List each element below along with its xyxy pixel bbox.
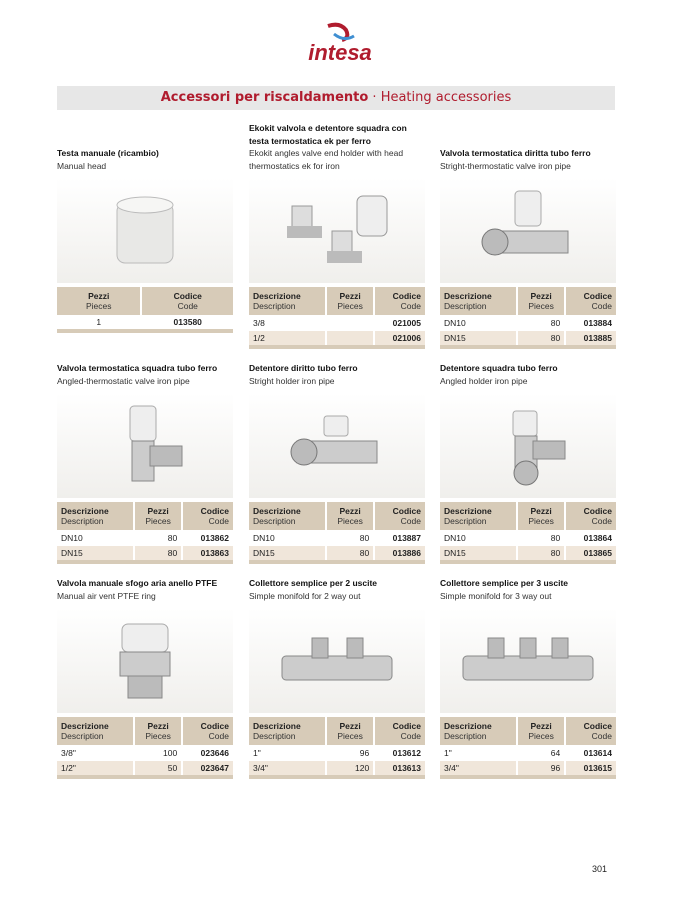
table-row xyxy=(440,546,616,562)
cell-code: 013862 xyxy=(182,530,233,546)
cell-pieces: 96 xyxy=(326,745,374,761)
cell-description: DN15 xyxy=(57,546,134,562)
cell-pieces: 80 xyxy=(517,546,565,562)
col-header-code: Codice Code xyxy=(565,287,616,315)
cell-pieces: 100 xyxy=(134,745,182,761)
cell-code: 013864 xyxy=(565,530,616,546)
cell-pieces: 64 xyxy=(517,745,565,761)
product-titles xyxy=(440,362,616,387)
col-header-code: Codice Code xyxy=(374,287,425,315)
table-row xyxy=(249,530,425,546)
title-separator: · xyxy=(368,90,381,105)
col-header-description: Descrizione Description xyxy=(440,287,517,315)
table-row xyxy=(249,761,425,777)
brand-name: intesa xyxy=(308,40,372,65)
cell-description: 3/8" xyxy=(61,748,76,758)
cell-description: DN10 xyxy=(253,533,275,543)
cell-description: 3/4" xyxy=(249,761,326,777)
cell-pieces: 80 xyxy=(326,546,374,562)
col-header-description: Descrizione Description xyxy=(249,717,326,745)
col-header-pieces: Pezzi Pieces xyxy=(517,502,565,530)
cell-code: 013613 xyxy=(374,761,425,777)
product-title-italian: Valvola termostatica squadra tubo ferro xyxy=(57,363,218,373)
table-row xyxy=(57,745,233,761)
cell-code: 013614 xyxy=(565,745,616,761)
product-table xyxy=(57,502,233,564)
product-title-english: Manual air vent PTFE ring xyxy=(57,590,156,601)
cell-description: DN15 xyxy=(440,331,517,347)
product-titles xyxy=(249,122,425,172)
table-row xyxy=(249,331,425,347)
product-image xyxy=(249,178,425,283)
cell-code: 013887 xyxy=(374,530,425,546)
product-title-english: Ekokit angles valve end holder with head thermostatics ek for iron xyxy=(249,148,404,171)
table-row xyxy=(249,315,425,331)
col-header-code: Codice Code xyxy=(182,502,233,530)
cell-code: 013886 xyxy=(374,546,425,562)
col-header-pieces: Pezzi Pieces xyxy=(134,502,182,530)
page-title xyxy=(57,86,615,110)
product-image xyxy=(57,178,233,283)
page-number: 301 xyxy=(592,864,608,874)
cell-description: DN15 xyxy=(440,546,517,562)
product-title-english: Stright-thermostatic valve iron pipe xyxy=(440,160,571,171)
product-table xyxy=(57,287,233,333)
product-title-english: Manual head xyxy=(57,160,107,171)
cell-pieces: 80 xyxy=(134,530,182,546)
product-title-english: Angled-thermostatic valve iron pipe xyxy=(57,375,190,386)
col-header-code: Codice Code xyxy=(374,717,425,745)
cell-code: 013865 xyxy=(565,546,616,562)
col-header-pieces: Pezzi Pieces xyxy=(326,502,374,530)
cell-code: 013612 xyxy=(374,745,425,761)
cell-description: 3/8 xyxy=(253,318,265,328)
table-row xyxy=(57,315,233,331)
product-titles xyxy=(57,362,233,387)
product-title-italian: Detentore diritto tubo ferro xyxy=(249,363,358,373)
cell-description: 1" xyxy=(444,748,452,758)
product-titles xyxy=(440,147,616,172)
table-row xyxy=(440,745,616,761)
col-header-description: Descrizione Description xyxy=(249,287,326,315)
cell-code: 013580 xyxy=(141,315,233,331)
cell-description: DN15 xyxy=(249,546,326,562)
cell-code: 013615 xyxy=(565,761,616,777)
cell-description: DN10 xyxy=(444,318,466,328)
cell-code: 013863 xyxy=(182,546,233,562)
table-row xyxy=(440,315,616,331)
product-table xyxy=(249,287,425,349)
product-image xyxy=(249,608,425,713)
col-header-pieces: Pezzi Pieces xyxy=(517,717,565,745)
cell-code: 023646 xyxy=(182,745,233,761)
col-header-code: Codice Code xyxy=(182,717,233,745)
product-titles xyxy=(57,577,233,602)
product-titles xyxy=(57,147,233,172)
col-header-description: Descrizione Description xyxy=(57,502,134,530)
table-row xyxy=(57,546,233,562)
product-title-english: Stright holder iron pipe xyxy=(249,375,335,386)
col-header-pieces: Pezzi Pieces xyxy=(134,717,182,745)
title-english: Heating accessories xyxy=(380,90,512,105)
product-title-italian: Detentore squadra tubo ferro xyxy=(440,363,558,373)
cell-pieces: 1 xyxy=(57,315,141,331)
col-header-pieces: Pezzi Pieces xyxy=(57,287,141,315)
product-table xyxy=(57,717,233,779)
cell-description: DN10 xyxy=(61,533,83,543)
product-title-italian: Valvola manuale sfogo aria anello PTFE xyxy=(57,578,218,588)
cell-code: 021006 xyxy=(374,331,425,347)
product-image xyxy=(440,608,616,713)
col-header-code: Codice Code xyxy=(565,717,616,745)
product-image xyxy=(57,393,233,498)
product-titles xyxy=(249,577,425,602)
product-titles xyxy=(440,577,616,602)
cell-pieces: 80 xyxy=(326,530,374,546)
product-table xyxy=(440,502,616,564)
cell-pieces: 80 xyxy=(134,546,182,562)
col-header-description: Descrizione Description xyxy=(57,717,134,745)
title-italian: Accessori per riscaldamento xyxy=(160,90,369,105)
cell-code: 023647 xyxy=(182,761,233,777)
col-header-description: Descrizione Description xyxy=(440,502,517,530)
product-title-italian: Valvola termostatica diritta tubo ferro xyxy=(440,148,591,158)
col-header-pieces: Pezzi Pieces xyxy=(326,287,374,315)
product-title-english: Simple monifold for 3 way out xyxy=(440,590,552,601)
cell-pieces: 80 xyxy=(517,331,565,347)
table-row xyxy=(57,530,233,546)
cell-code: 013884 xyxy=(565,315,616,331)
cell-pieces: 80 xyxy=(517,315,565,331)
product-title-italian: Collettore semplice per 2 uscite xyxy=(249,578,378,588)
product-title-english: Angled holder iron pipe xyxy=(440,375,528,386)
table-row xyxy=(440,530,616,546)
product-table xyxy=(249,502,425,564)
col-header-pieces: Pezzi Pieces xyxy=(326,717,374,745)
product-title-italian: Testa manuale (ricambio) xyxy=(57,148,159,158)
cell-description: 1" xyxy=(253,748,261,758)
table-row xyxy=(249,546,425,562)
product-image xyxy=(440,178,616,283)
table-row xyxy=(57,761,233,777)
cell-pieces: 80 xyxy=(517,530,565,546)
col-header-code: Codice Code xyxy=(374,502,425,530)
cell-pieces: 120 xyxy=(326,761,374,777)
product-table xyxy=(249,717,425,779)
cell-description: 1/2 xyxy=(249,331,326,347)
product-image xyxy=(440,393,616,498)
product-title-italian: Ekokit valvola e detentore squadra con testa termostatica ek per ferro xyxy=(249,123,407,146)
table-row xyxy=(440,761,616,777)
product-table xyxy=(440,287,616,349)
cell-pieces xyxy=(326,315,374,331)
product-title-italian: Collettore semplice per 3 uscite xyxy=(440,578,569,588)
product-image xyxy=(249,393,425,498)
product-image xyxy=(57,608,233,713)
col-header-description: Descrizione Description xyxy=(249,502,326,530)
cell-description: 1/2" xyxy=(57,761,134,777)
product-title-english: Simple monifold for 2 way out xyxy=(249,590,361,601)
col-header-description: Descrizione Description xyxy=(440,717,517,745)
cell-code: 021005 xyxy=(374,315,425,331)
cell-code: 013885 xyxy=(565,331,616,347)
product-titles xyxy=(249,362,425,387)
col-header-pieces: Pezzi Pieces xyxy=(517,287,565,315)
cell-pieces: 50 xyxy=(134,761,182,777)
col-header-code: Codice Code xyxy=(565,502,616,530)
cell-pieces: 96 xyxy=(517,761,565,777)
cell-description: DN10 xyxy=(444,533,466,543)
cell-description: 3/4" xyxy=(440,761,517,777)
col-header-code: Codice Code xyxy=(141,287,233,315)
table-row xyxy=(440,331,616,347)
table-row xyxy=(249,745,425,761)
brand-logo xyxy=(300,22,380,77)
cell-pieces xyxy=(326,331,374,347)
product-table xyxy=(440,717,616,779)
